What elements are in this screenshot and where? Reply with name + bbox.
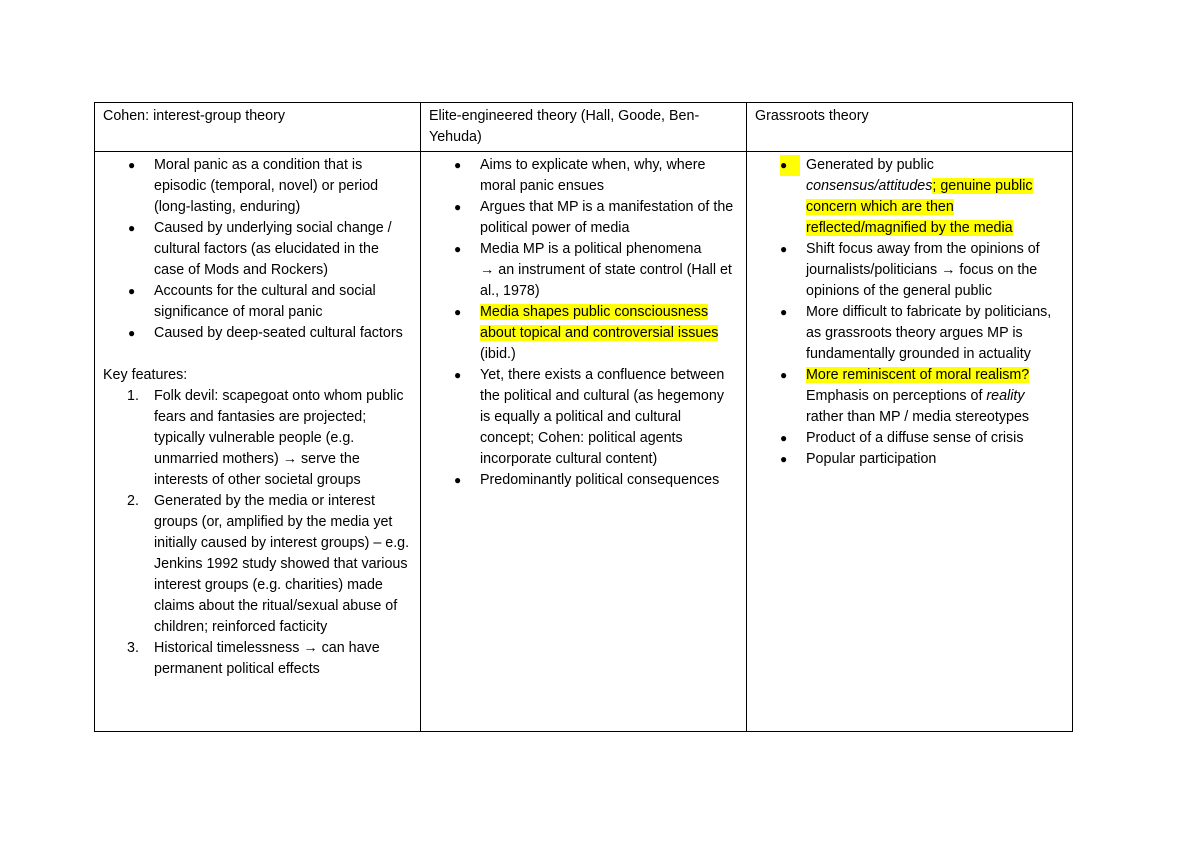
header-grassroots: Grassroots theory [747, 103, 1073, 152]
list-item: ● Caused by underlying social change / cultural factors (as elucidated in the case of Mods and Rockers) [128, 220, 392, 278]
list-item: ● Caused by deep-seated cultural factors [103, 323, 412, 344]
cohen-bullet-list [103, 155, 412, 344]
elite-cell [421, 152, 747, 732]
list-item: 3. Historical timelessness → can have permanent political effects [127, 640, 380, 677]
grassroots-bullet-list [755, 155, 1064, 470]
list-item: ● Media MP is a political phenomena → an instrument of state control (Hall et al., 1978) [454, 241, 732, 299]
bullet-icon: ● [454, 242, 462, 256]
list-item: ● Argues that MP is a manifestation of the political power of media [454, 199, 734, 236]
grassroots-cell [747, 152, 1073, 732]
comparison-table [94, 102, 1073, 732]
list-item: 2. Generated by the media or interest groups (or, amplified by the media yet initially caused by interest groups) – e.g. Jenkins 1992 study showed that various interest groups (e.g. charities) made claims about the ritual/sexual abuse of children; reinforced facticity [127, 493, 410, 635]
highlighted-text: Media shapes public consciousness about topical and controversial issues [480, 304, 719, 341]
list-item: 1. Folk devil: scapegoat onto whom public fears and fantasies are projected; typically vulnerable people (e.g. unmarried mothers) → serve the interests of other societal groups [127, 388, 404, 488]
list-item: ● More difficult to fabricate by politicians, as grassroots theory argues MP is fundamentally grounded in actuality [780, 304, 1052, 362]
list-item: ● Predominantly political consequences [429, 470, 738, 491]
bullet-icon: ● [780, 368, 788, 382]
list-item: ● Yet, there exists a confluence between the political and cultural (as hegemony is equally a political and cultural concept; Cohen: political agents incorporate cultural content) [454, 367, 725, 467]
bullet-icon: ● [454, 473, 462, 487]
bullet-icon: ● [454, 368, 462, 382]
bullet-icon: ● [780, 452, 788, 466]
list-item: ● Moral panic as a condition that is episodic (temporal, novel) or period (long-lasting, enduring) [128, 157, 379, 215]
bullet-icon: ● [128, 221, 136, 235]
list-item: ● Accounts for the cultural and social significance of moral panic [128, 283, 376, 320]
highlighted-text: More reminiscent of moral realism? [806, 367, 1030, 383]
content-row [95, 152, 1073, 732]
bullet-icon: ● [780, 155, 800, 176]
bullet-icon: ● [128, 326, 136, 340]
spacer [103, 344, 412, 365]
header-row [95, 103, 1073, 152]
bullet-icon: ● [454, 158, 462, 172]
header-cohen: Cohen: interest-group theory [95, 103, 421, 152]
list-item: ● Media shapes public consciousness about topical and controversial issues (ibid.) [454, 304, 719, 362]
bullet-icon: ● [128, 284, 136, 298]
list-item: ● Shift focus away from the opinions of journalists/politicians → focus on the opinions of the general public [780, 241, 1040, 299]
cohen-cell [95, 152, 421, 732]
list-item: ● Aims to explicate when, why, where moral panic ensues [454, 157, 706, 194]
elite-bullet-list [429, 155, 738, 491]
header-elite: Elite-engineered theory (Hall, Goode, Ben-Yehuda) [421, 103, 747, 152]
bullet-icon: ● [780, 242, 788, 256]
highlighted-text: ; genuine public concern which are then reflected/magnified by the media [806, 178, 1033, 236]
list-item: ● Product of a diffuse sense of crisis [755, 428, 1064, 449]
bullet-icon: ● [128, 158, 136, 172]
bullet-icon: ● [454, 200, 462, 214]
bullet-icon: ● [454, 305, 462, 319]
list-item: ● More reminiscent of moral realism? Emphasis on perceptions of reality rather than MP / media stereotypes [780, 367, 1030, 425]
list-item: ● Popular participation [755, 449, 1064, 470]
key-features-list [103, 386, 412, 680]
bullet-icon: ● [780, 431, 788, 445]
bullet-icon: ● [780, 305, 788, 319]
key-features-label: Key features: [103, 367, 188, 383]
list-item: ● Generated by public consensus/attitudes; genuine public concern which are then reflected/magnified by the media [780, 157, 1033, 236]
